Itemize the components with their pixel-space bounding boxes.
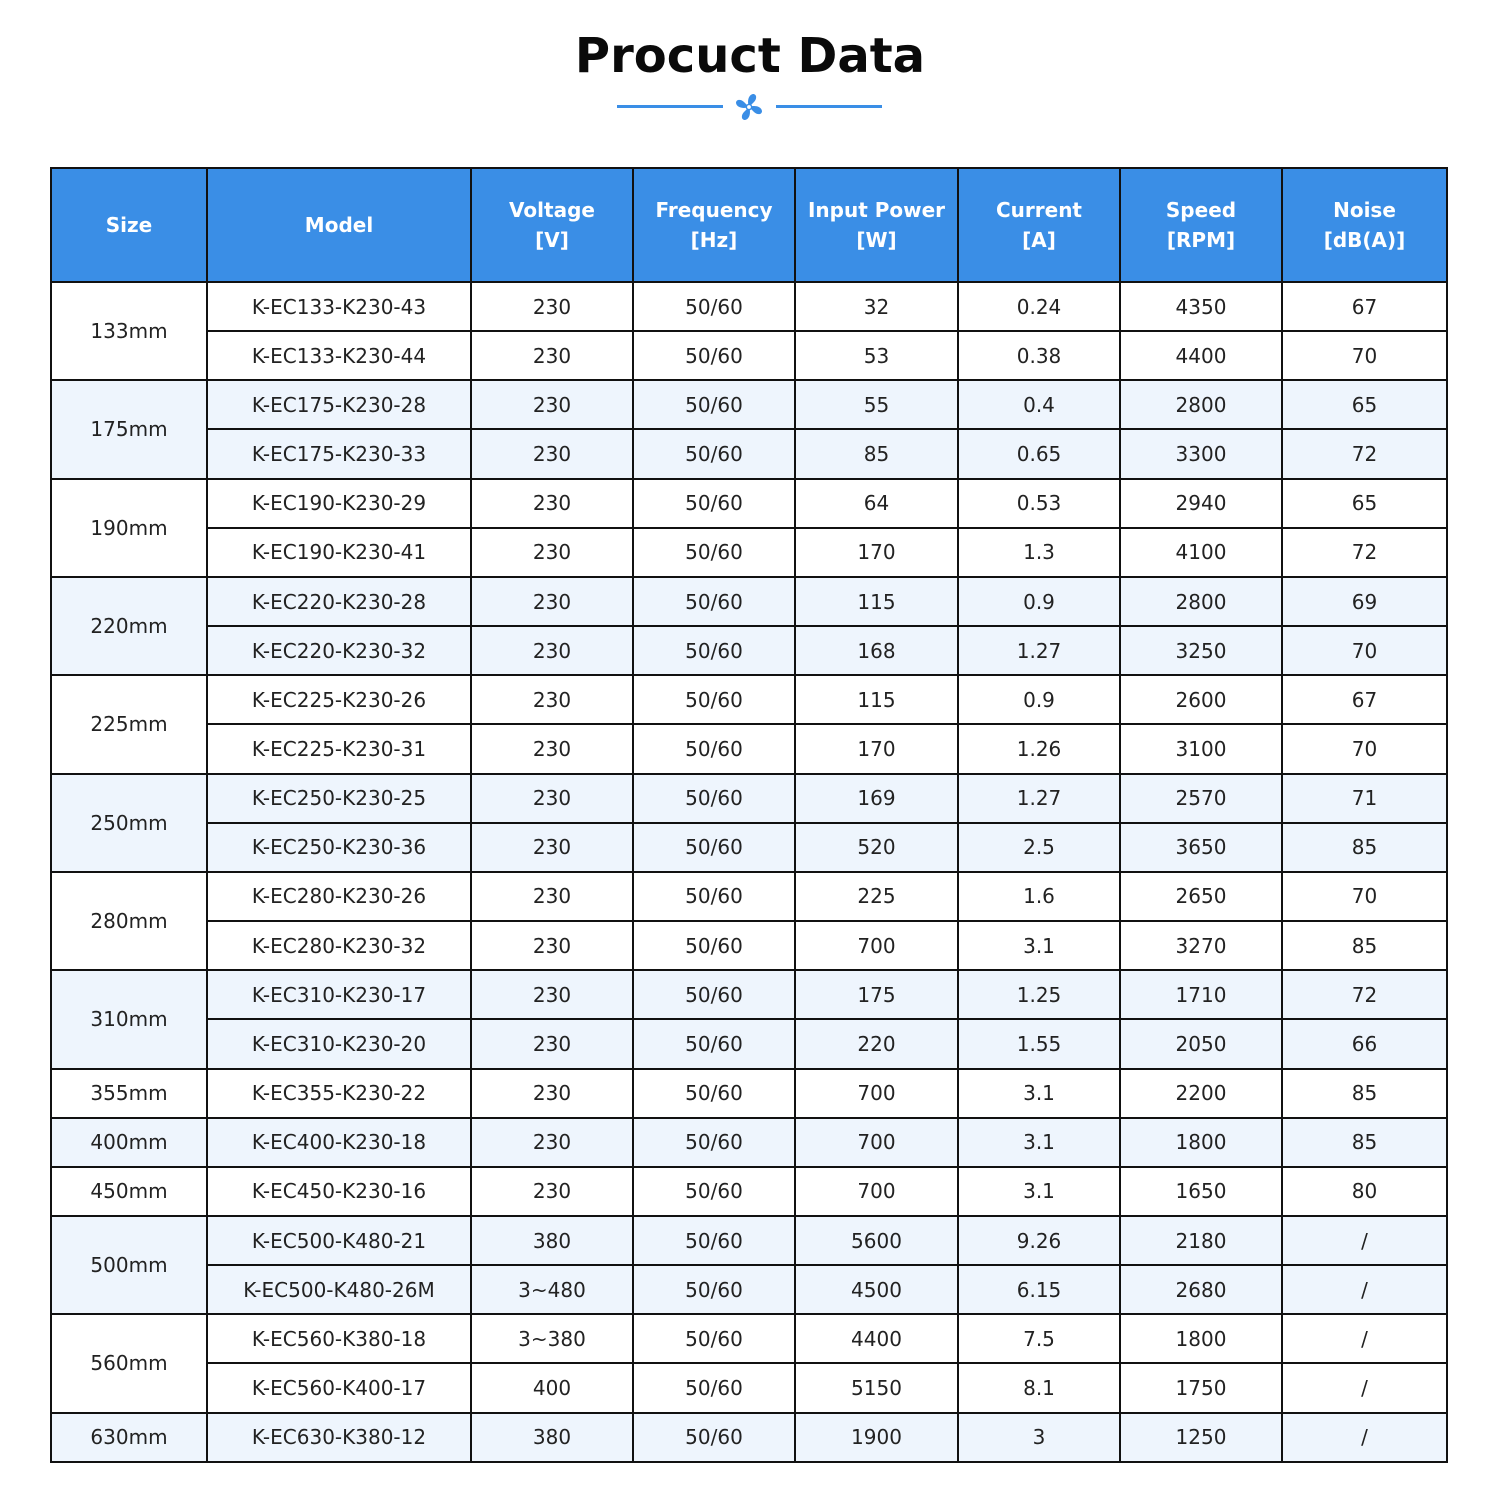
cell-size: 310mm	[51, 970, 207, 1068]
table-row	[51, 872, 1447, 921]
column-header-label: Size	[105, 213, 153, 237]
cell-current: 0.65	[958, 429, 1120, 478]
cell-input-power: 53	[795, 331, 958, 380]
cell-model: K-EC560-K380-18	[207, 1314, 471, 1363]
cell-size: 225mm	[51, 675, 207, 773]
cell-frequency: 50/60	[633, 479, 795, 528]
cell-speed: 2570	[1120, 774, 1282, 823]
cell-speed: 2800	[1120, 380, 1282, 429]
cell-size: 630mm	[51, 1413, 207, 1462]
cell-noise: /	[1282, 1413, 1447, 1462]
cell-voltage: 230	[471, 331, 633, 380]
cell-speed: 4350	[1120, 282, 1282, 331]
cell-input-power: 1900	[795, 1413, 958, 1462]
cell-current: 0.53	[958, 479, 1120, 528]
cell-current: 1.6	[958, 872, 1120, 921]
cell-model: K-EC250-K230-36	[207, 823, 471, 872]
cell-voltage: 230	[471, 921, 633, 970]
cell-current: 1.27	[958, 626, 1120, 675]
cell-model: K-EC175-K230-28	[207, 380, 471, 429]
cell-frequency: 50/60	[633, 1167, 795, 1216]
table-body	[51, 282, 1447, 1462]
cell-frequency: 50/60	[633, 1069, 795, 1118]
cell-model: K-EC175-K230-33	[207, 429, 471, 478]
cell-speed: 2050	[1120, 1019, 1282, 1068]
cell-voltage: 230	[471, 626, 633, 675]
cell-frequency: 50/60	[633, 1216, 795, 1265]
cell-model: K-EC280-K230-32	[207, 921, 471, 970]
cell-size: 355mm	[51, 1069, 207, 1118]
cell-input-power: 5150	[795, 1363, 958, 1412]
table-row	[51, 1069, 1447, 1118]
column-header-label: Model	[304, 213, 374, 237]
cell-frequency: 50/60	[633, 528, 795, 577]
table-row	[51, 626, 1447, 675]
table-row	[51, 479, 1447, 528]
cell-input-power: 220	[795, 1019, 958, 1068]
cell-speed: 2600	[1120, 675, 1282, 724]
table-row	[51, 970, 1447, 1019]
column-header-size	[51, 168, 207, 282]
column-header-label: Input Power	[807, 198, 946, 222]
cell-speed: 2940	[1120, 479, 1282, 528]
table-row	[51, 1413, 1447, 1462]
cell-model: K-EC280-K230-26	[207, 872, 471, 921]
cell-noise: 65	[1282, 380, 1447, 429]
cell-frequency: 50/60	[633, 921, 795, 970]
cell-voltage: 230	[471, 528, 633, 577]
cell-voltage: 230	[471, 675, 633, 724]
cell-frequency: 50/60	[633, 872, 795, 921]
cell-noise: 85	[1282, 1069, 1447, 1118]
cell-noise: /	[1282, 1216, 1447, 1265]
cell-input-power: 700	[795, 1118, 958, 1167]
table-row	[51, 1167, 1447, 1216]
cell-current: 3.1	[958, 921, 1120, 970]
cell-speed: 4400	[1120, 331, 1282, 380]
cell-noise: 70	[1282, 331, 1447, 380]
cell-frequency: 50/60	[633, 577, 795, 626]
cell-frequency: 50/60	[633, 774, 795, 823]
cell-model: K-EC190-K230-41	[207, 528, 471, 577]
cell-frequency: 50/60	[633, 380, 795, 429]
cell-noise: 66	[1282, 1019, 1447, 1068]
column-header-current	[958, 168, 1120, 282]
cell-speed: 1800	[1120, 1314, 1282, 1363]
table-row	[51, 724, 1447, 773]
title-divider	[0, 90, 1500, 124]
cell-voltage: 230	[471, 774, 633, 823]
cell-speed: 3100	[1120, 724, 1282, 773]
cell-size: 250mm	[51, 774, 207, 872]
cell-frequency: 50/60	[633, 970, 795, 1019]
cell-current: 1.27	[958, 774, 1120, 823]
cell-model: K-EC133-K230-44	[207, 331, 471, 380]
cell-input-power: 168	[795, 626, 958, 675]
table-row	[51, 1363, 1447, 1412]
table-row	[51, 429, 1447, 478]
divider-line-right	[776, 105, 882, 108]
cell-noise: /	[1282, 1265, 1447, 1314]
table-row	[51, 1216, 1447, 1265]
cell-speed: 1250	[1120, 1413, 1282, 1462]
cell-frequency: 50/60	[633, 282, 795, 331]
table-row	[51, 1019, 1447, 1068]
cell-size: 450mm	[51, 1167, 207, 1216]
cell-model: K-EC225-K230-31	[207, 724, 471, 773]
cell-voltage: 230	[471, 724, 633, 773]
cell-current: 1.3	[958, 528, 1120, 577]
cell-voltage: 3~380	[471, 1314, 633, 1363]
cell-voltage: 230	[471, 577, 633, 626]
column-header-speed	[1120, 168, 1282, 282]
cell-speed: 2650	[1120, 872, 1282, 921]
table-row	[51, 577, 1447, 626]
cell-current: 3.1	[958, 1167, 1120, 1216]
cell-speed: 2180	[1120, 1216, 1282, 1265]
cell-speed: 1800	[1120, 1118, 1282, 1167]
cell-noise: 70	[1282, 626, 1447, 675]
table-row	[51, 380, 1447, 429]
table-row	[51, 823, 1447, 872]
cell-input-power: 32	[795, 282, 958, 331]
cell-frequency: 50/60	[633, 724, 795, 773]
table-row	[51, 675, 1447, 724]
cell-model: K-EC310-K230-20	[207, 1019, 471, 1068]
cell-current: 1.55	[958, 1019, 1120, 1068]
cell-frequency: 50/60	[633, 429, 795, 478]
cell-size: 220mm	[51, 577, 207, 675]
cell-input-power: 4400	[795, 1314, 958, 1363]
column-header-unit: [A]	[1022, 228, 1056, 252]
column-header-label: Speed	[1165, 198, 1237, 222]
cell-model: K-EC225-K230-26	[207, 675, 471, 724]
cell-voltage: 400	[471, 1363, 633, 1412]
cell-frequency: 50/60	[633, 1363, 795, 1412]
cell-size: 133mm	[51, 282, 207, 380]
cell-voltage: 230	[471, 1167, 633, 1216]
cell-noise: 65	[1282, 479, 1447, 528]
cell-input-power: 700	[795, 1167, 958, 1216]
column-header-label: Voltage	[509, 198, 595, 222]
cell-model: K-EC310-K230-17	[207, 970, 471, 1019]
column-header-unit: [W]	[856, 228, 897, 252]
cell-frequency: 50/60	[633, 331, 795, 380]
cell-input-power: 170	[795, 528, 958, 577]
cell-size: 190mm	[51, 479, 207, 577]
cell-input-power: 64	[795, 479, 958, 528]
cell-noise: 70	[1282, 872, 1447, 921]
cell-input-power: 5600	[795, 1216, 958, 1265]
cell-model: K-EC190-K230-29	[207, 479, 471, 528]
table-row	[51, 921, 1447, 970]
cell-current: 7.5	[958, 1314, 1120, 1363]
table-row	[51, 282, 1447, 331]
cell-noise: 72	[1282, 528, 1447, 577]
cell-noise: 80	[1282, 1167, 1447, 1216]
cell-model: K-EC250-K230-25	[207, 774, 471, 823]
cell-noise: 72	[1282, 970, 1447, 1019]
table-row	[51, 1118, 1447, 1167]
cell-input-power: 520	[795, 823, 958, 872]
cell-speed: 1750	[1120, 1363, 1282, 1412]
cell-frequency: 50/60	[633, 1413, 795, 1462]
cell-size: 280mm	[51, 872, 207, 970]
column-header-model	[207, 168, 471, 282]
cell-frequency: 50/60	[633, 823, 795, 872]
cell-current: 8.1	[958, 1363, 1120, 1412]
column-header-unit: [RPM]	[1166, 228, 1236, 252]
cell-noise: 72	[1282, 429, 1447, 478]
cell-noise: 85	[1282, 921, 1447, 970]
cell-speed: 2200	[1120, 1069, 1282, 1118]
cell-frequency: 50/60	[633, 1118, 795, 1167]
cell-model: K-EC355-K230-22	[207, 1069, 471, 1118]
cell-voltage: 230	[471, 429, 633, 478]
cell-size: 175mm	[51, 380, 207, 478]
cell-voltage: 230	[471, 380, 633, 429]
column-header-unit: [Hz]	[690, 228, 738, 252]
cell-current: 2.5	[958, 823, 1120, 872]
cell-speed: 3300	[1120, 429, 1282, 478]
cell-size: 560mm	[51, 1314, 207, 1412]
cell-speed: 2680	[1120, 1265, 1282, 1314]
table-row	[51, 1314, 1447, 1363]
cell-voltage: 230	[471, 1069, 633, 1118]
cell-noise: 67	[1282, 282, 1447, 331]
cell-model: K-EC220-K230-28	[207, 577, 471, 626]
cell-frequency: 50/60	[633, 626, 795, 675]
cell-noise: 67	[1282, 675, 1447, 724]
divider-line-left	[617, 105, 723, 108]
column-header-label: Current	[995, 198, 1082, 222]
cell-speed: 1650	[1120, 1167, 1282, 1216]
cell-input-power: 115	[795, 577, 958, 626]
cell-voltage: 230	[471, 872, 633, 921]
cell-current: 0.24	[958, 282, 1120, 331]
cell-model: K-EC133-K230-43	[207, 282, 471, 331]
cell-input-power: 85	[795, 429, 958, 478]
cell-current: 3	[958, 1413, 1120, 1462]
cell-input-power: 55	[795, 380, 958, 429]
column-header-voltage	[471, 168, 633, 282]
column-header-label: Noise	[1333, 198, 1396, 222]
cell-input-power: 700	[795, 921, 958, 970]
cell-model: K-EC500-K480-21	[207, 1216, 471, 1265]
cell-voltage: 230	[471, 823, 633, 872]
cell-input-power: 700	[795, 1069, 958, 1118]
cell-current: 1.26	[958, 724, 1120, 773]
table-row	[51, 774, 1447, 823]
cell-voltage: 380	[471, 1413, 633, 1462]
cell-voltage: 230	[471, 970, 633, 1019]
cell-input-power: 225	[795, 872, 958, 921]
cell-current: 0.9	[958, 675, 1120, 724]
cell-voltage: 230	[471, 1019, 633, 1068]
cell-current: 1.25	[958, 970, 1120, 1019]
cell-input-power: 115	[795, 675, 958, 724]
column-header-noise	[1282, 168, 1447, 282]
cell-input-power: 175	[795, 970, 958, 1019]
cell-model: K-EC500-K480-26M	[207, 1265, 471, 1314]
cell-input-power: 170	[795, 724, 958, 773]
column-header-label: Frequency	[655, 198, 773, 222]
cell-input-power: 4500	[795, 1265, 958, 1314]
cell-model: K-EC220-K230-32	[207, 626, 471, 675]
cell-frequency: 50/60	[633, 1019, 795, 1068]
cell-speed: 1710	[1120, 970, 1282, 1019]
table-header-row	[51, 168, 1447, 282]
cell-noise: /	[1282, 1314, 1447, 1363]
cell-voltage: 230	[471, 479, 633, 528]
column-header-unit: [dB(A)]	[1323, 228, 1406, 252]
cell-current: 3.1	[958, 1069, 1120, 1118]
cell-noise: 70	[1282, 724, 1447, 773]
cell-model: K-EC450-K230-16	[207, 1167, 471, 1216]
cell-speed: 2800	[1120, 577, 1282, 626]
cell-noise: /	[1282, 1363, 1447, 1412]
cell-current: 9.26	[958, 1216, 1120, 1265]
cell-speed: 3650	[1120, 823, 1282, 872]
table-row	[51, 331, 1447, 380]
cell-model: K-EC400-K230-18	[207, 1118, 471, 1167]
cell-speed: 3270	[1120, 921, 1282, 970]
fan-icon	[734, 92, 764, 122]
cell-frequency: 50/60	[633, 1314, 795, 1363]
cell-voltage: 230	[471, 282, 633, 331]
cell-voltage: 380	[471, 1216, 633, 1265]
cell-model: K-EC630-K380-12	[207, 1413, 471, 1462]
cell-current: 3.1	[958, 1118, 1120, 1167]
page-title: Procuct Data	[574, 28, 926, 84]
cell-current: 0.38	[958, 331, 1120, 380]
column-header-unit: [V]	[535, 228, 569, 252]
column-header-frequency	[633, 168, 795, 282]
cell-frequency: 50/60	[633, 1265, 795, 1314]
cell-current: 0.4	[958, 380, 1120, 429]
cell-current: 6.15	[958, 1265, 1120, 1314]
product-data-table	[50, 167, 1448, 1463]
cell-speed: 3250	[1120, 626, 1282, 675]
cell-input-power: 169	[795, 774, 958, 823]
cell-model: K-EC560-K400-17	[207, 1363, 471, 1412]
cell-voltage: 3~480	[471, 1265, 633, 1314]
cell-speed: 4100	[1120, 528, 1282, 577]
cell-noise: 69	[1282, 577, 1447, 626]
cell-noise: 71	[1282, 774, 1447, 823]
cell-current: 0.9	[958, 577, 1120, 626]
column-header-input-power	[795, 168, 958, 282]
table-row	[51, 1265, 1447, 1314]
cell-frequency: 50/60	[633, 675, 795, 724]
cell-size: 400mm	[51, 1118, 207, 1167]
cell-size: 500mm	[51, 1216, 207, 1314]
cell-voltage: 230	[471, 1118, 633, 1167]
cell-noise: 85	[1282, 1118, 1447, 1167]
table-row	[51, 528, 1447, 577]
cell-noise: 85	[1282, 823, 1447, 872]
